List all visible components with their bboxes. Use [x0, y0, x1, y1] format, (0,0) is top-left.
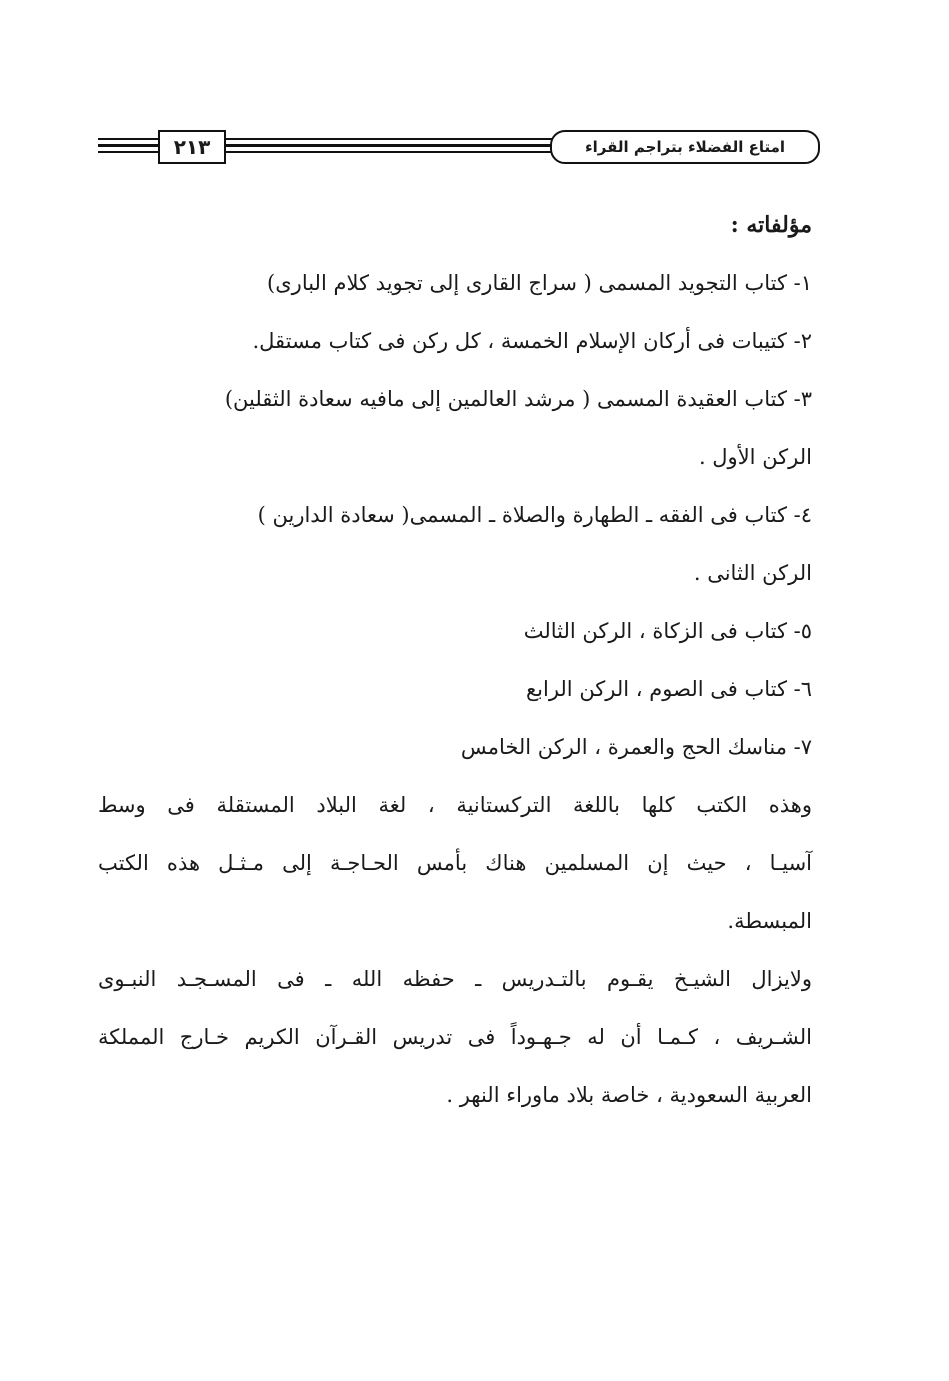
header-rule [98, 138, 160, 140]
running-header [98, 130, 820, 164]
list-item-continuation: الركن الثانى . [693, 561, 812, 585]
list-item: ٤- كتاب فى الفقه ـ الطهارة والصلاة ـ المسمى( سعادة الدارين ) [257, 503, 812, 527]
header-rule [98, 144, 160, 147]
paragraph-line: الشـريف ، كـمـا أن له جـهـوداً فى تدريس القـرآن الكريم خـارج المملكة [98, 1025, 812, 1049]
list-item-continuation: الركن الأول . [698, 445, 812, 469]
header-rule [98, 151, 160, 153]
paragraph-line: ولايزال الشيـخ يقـوم بالتـدريس ـ حفظه الله ـ فى المسـجـد النبـوى [98, 967, 812, 991]
running-title: امتاع الفضلاء بتراجم القراء [550, 130, 820, 164]
page-body [98, 196, 812, 1124]
section-heading: مؤلفاته : [730, 212, 812, 238]
paragraph-line: المبسطة. [727, 909, 812, 933]
list-item: ٦- كتاب فى الصوم ، الركن الرابع [525, 677, 812, 701]
header-rule [222, 151, 557, 153]
paragraph-line: وهذه الكتب كلها باللغة التركستانية ، لغة البلاد المستقلة فى وسط [98, 793, 812, 817]
paragraph-line: آسيـا ، حيث إن المسلمين هناك بأمس الحـاجـة إلى مـثـل هذه الكتب [98, 851, 812, 875]
list-item: ٣- كتاب العقيدة المسمى ( مرشد العالمين إلى مافيه سعادة الثقلين) [224, 387, 812, 411]
list-item: ٧- مناسك الحج والعمرة ، الركن الخامس [460, 735, 812, 759]
list-item: ١- كتاب التجويد المسمى ( سراج القارى إلى تجويد كلام البارى) [267, 271, 812, 295]
page-number: ٢١٣ [158, 130, 226, 164]
paragraph-line: العربية السعودية ، خاصة بلاد ماوراء النهر . [446, 1083, 812, 1107]
header-rule [222, 138, 557, 140]
list-item: ٥- كتاب فى الزكاة ، الركن الثالث [523, 619, 812, 643]
list-item: ٢- كتيبات فى أركان الإسلام الخمسة ، كل ركن فى كتاب مستقل. [252, 329, 812, 353]
header-rule [222, 144, 557, 147]
